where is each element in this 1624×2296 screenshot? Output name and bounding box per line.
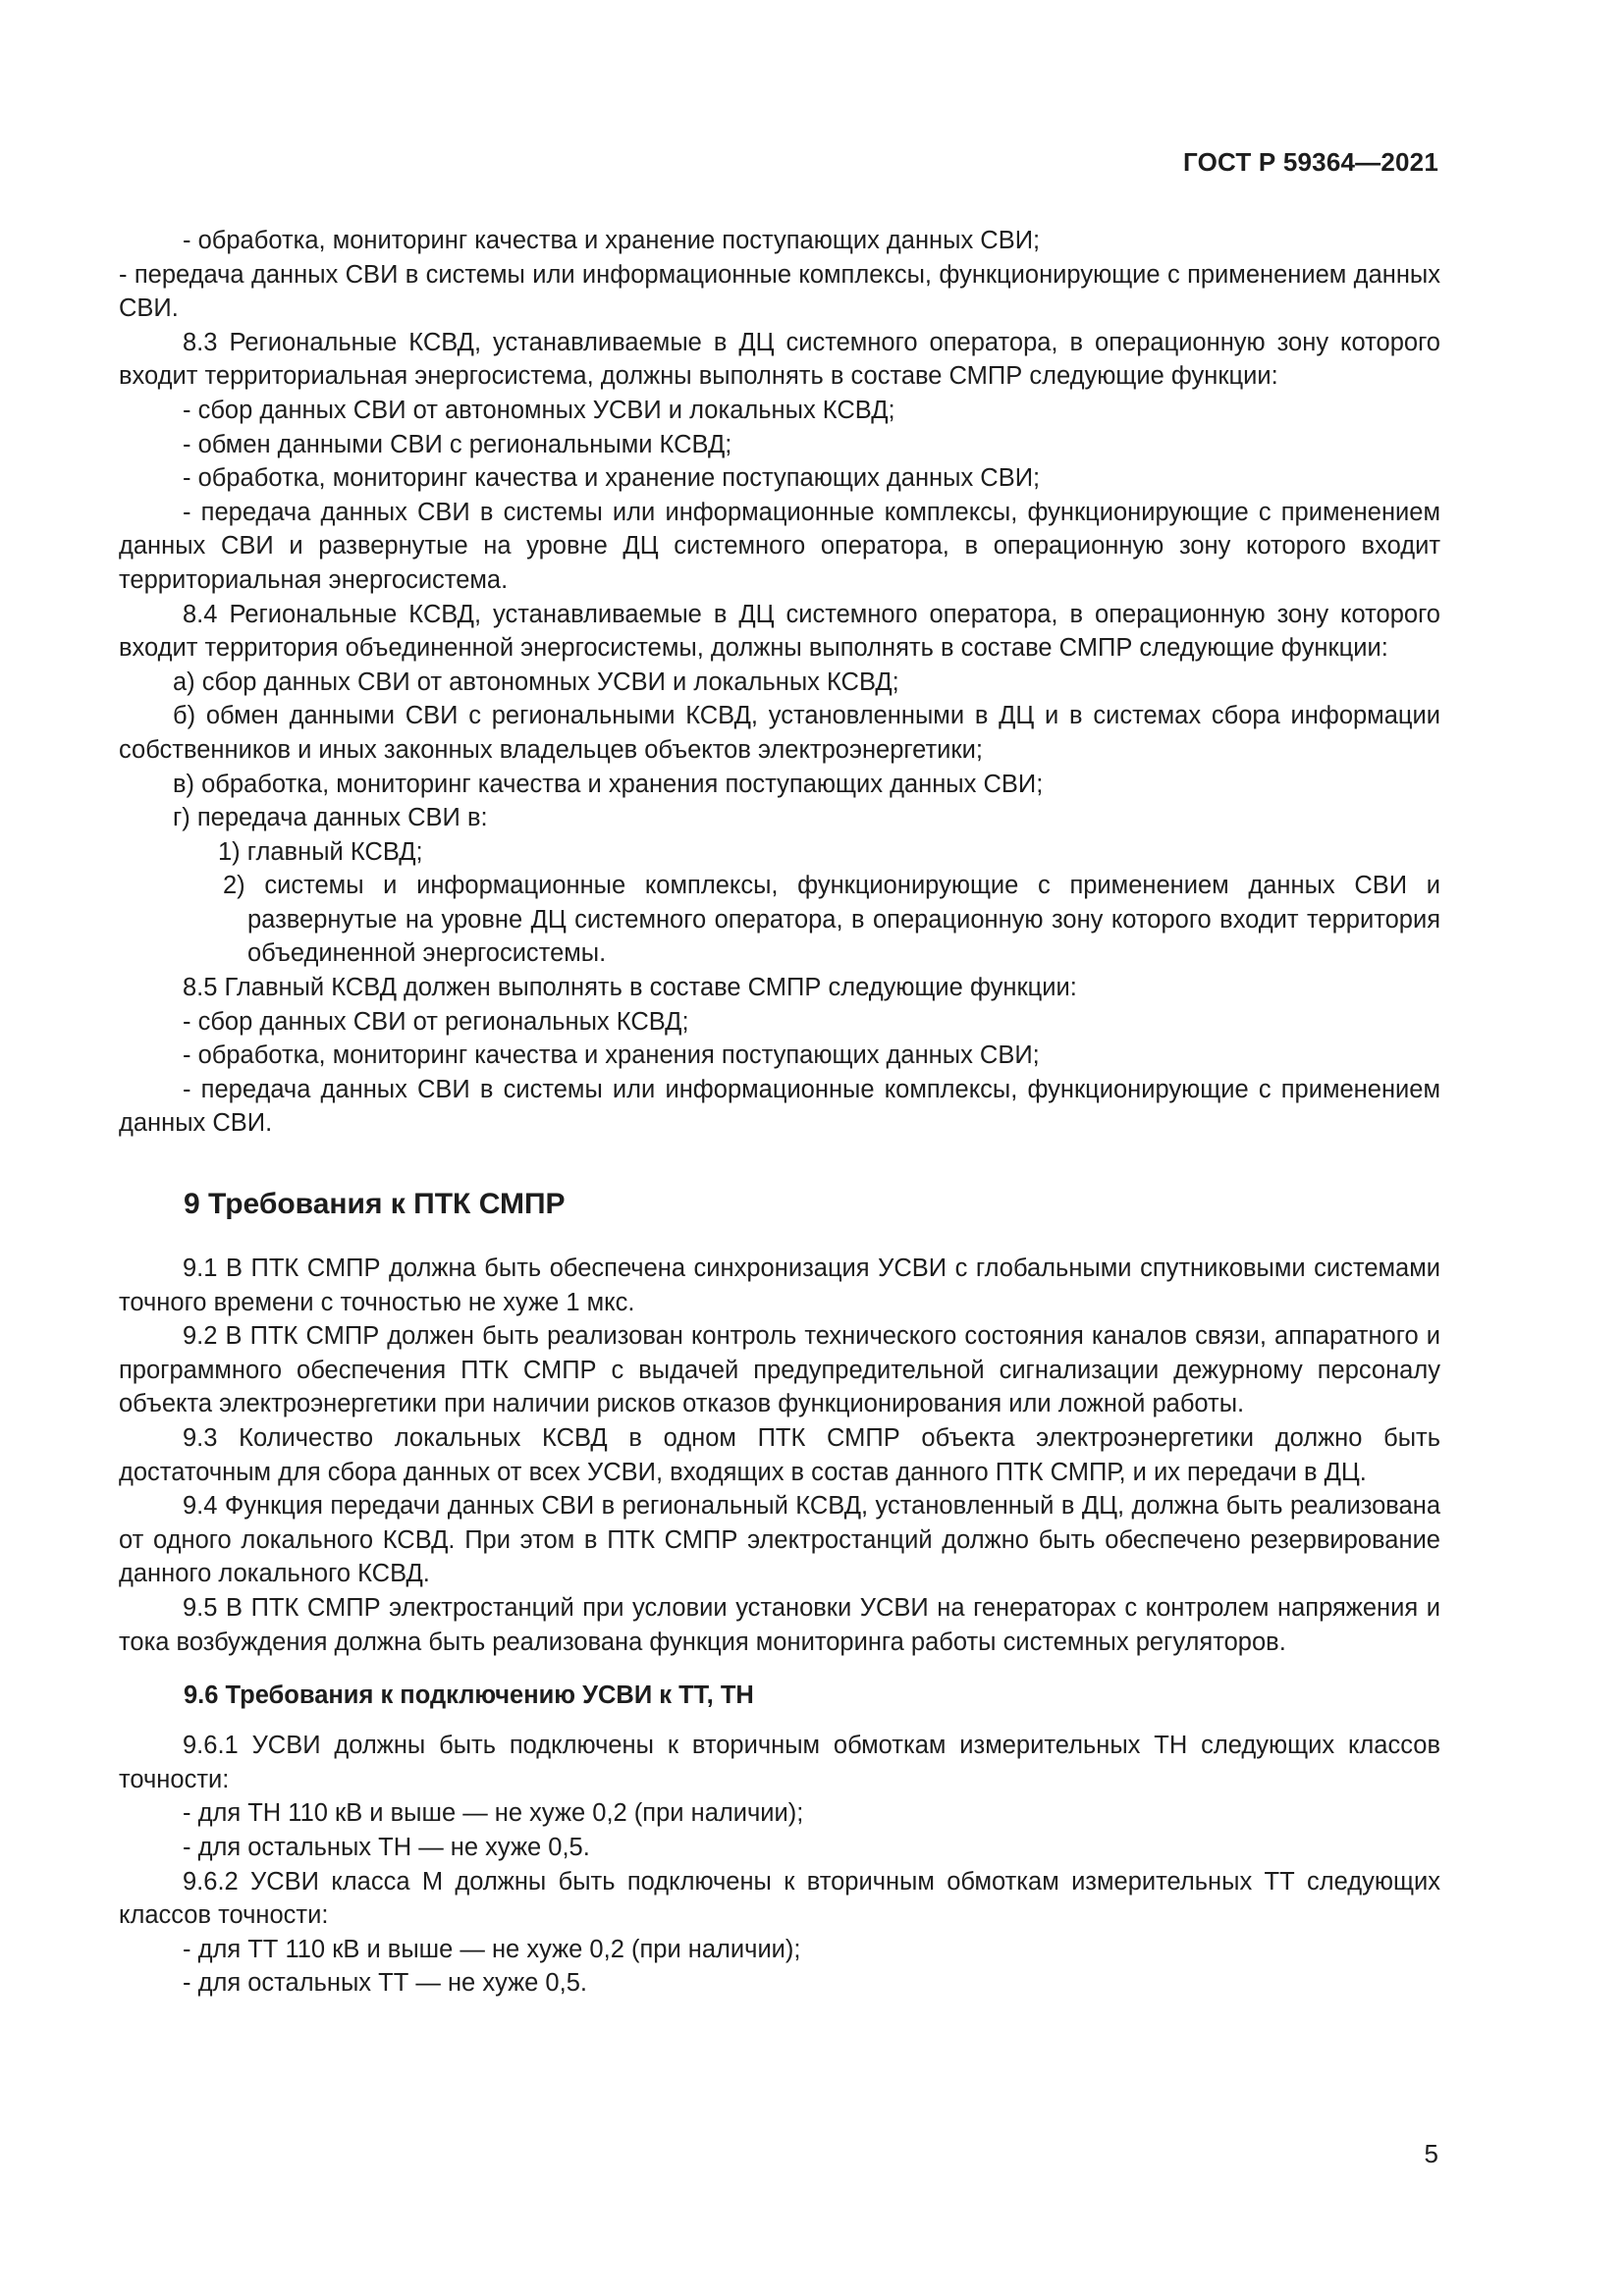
list-item: - передача данных СВИ в системы или информационные комплексы, функционирующие с применением данных СВИ.	[119, 1075, 1440, 1138]
clause-9-3: 9.3 Количество локальных КСВД в одном ПТК СМПР объекта электроэнергетики должно быть достаточным для сбора данных от всех УСВИ, входящих в состав данного ПТК СМПР, и их передачи в ДЦ.	[119, 1424, 1440, 1486]
document-body	[119, 224, 1440, 2001]
clause-8-5: 8.5 Главный КСВД должен выполнять в составе СМПР следующие функции:	[183, 974, 1077, 1002]
list-item: в) обработка, мониторинг качества и хранения поступающих данных СВИ;	[173, 770, 1044, 798]
clause-9-2: 9.2 В ПТК СМПР должен быть реализован контроль технического состояния каналов связи, аппаратного и программного обеспечения ПТК СМПР с выдачей предупредительной сигнализации дежурному персоналу объекта электроэнергетики при наличии рисков отказов функционирования или ложной работы.	[119, 1322, 1440, 1418]
list-item: а) сбор данных СВИ от автономных УСВИ и локальных КСВД;	[173, 667, 899, 696]
list-item: - обработка, мониторинг качества и хранение поступающих данных СВИ;	[183, 227, 1041, 254]
clause-9-6-1: 9.6.1 УСВИ должны быть подключены к вторичным обмоткам измерительных ТН следующих классов точности:	[119, 1732, 1440, 1793]
document-code-header: ГОСТ Р 59364—2021	[1183, 147, 1438, 177]
list-item: - обмен данными СВИ с региональными КСВД;	[183, 430, 732, 458]
list-subitem: 2) системы и информационные комплексы, функционирующие с применением данных СВИ и развернутые на уровне ДЦ системного оператора, в операционную зону которого входит территория объединенной энергосистемы.	[223, 872, 1440, 968]
clause-8-3: 8.3 Региональные КСВД, устанавливаемые в ДЦ системного оператора, в операционную зону которого входит территориальная энергосистема, должны выполнять в составе СМПР следующие функции:	[119, 328, 1440, 391]
clause-9-5: 9.5 В ПТК СМПР электростанций при условии установки УСВИ на генераторах с контролем напряжения и тока возбуждения должна быть реализована функция мониторинга работы системных регуляторов.	[119, 1593, 1440, 1656]
list-item: - сбор данных СВИ от региональных КСВД;	[183, 1007, 689, 1036]
list-item: - передача данных СВИ в системы или информационные комплексы, функционирующие с применением данных СВИ и развернутые на уровне ДЦ системного оператора, в операционную зону которого входит территориальная энергосистема.	[119, 498, 1440, 594]
clause-9-6-2: 9.6.2 УСВИ класса М должны быть подключены к вторичным обмоткам измерительных ТТ следующих классов точности:	[119, 1867, 1440, 1930]
section-title: 9 Требования к ПТК СМПР	[184, 1188, 566, 1221]
list-item: - для ТН 110 кВ и выше — не хуже 0,2 (при наличии);	[183, 1799, 804, 1828]
list-item: б) обмен данными СВИ с региональными КСВД, установленными в ДЦ и в системах сбора информации собственников и иных законных владельцев объектов электроэнергетики;	[119, 702, 1440, 764]
list-item: - сбор данных СВИ от автономных УСВИ и локальных КСВД;	[183, 396, 895, 424]
list-item: - для ТТ 110 кВ и выше — не хуже 0,2 (при наличии);	[183, 1935, 801, 1963]
list-item: г) передача данных СВИ в:	[173, 804, 488, 832]
list-item: - для остальных ТТ — не хуже 0,5.	[183, 1969, 587, 1998]
list-item: - обработка, мониторинг качества и хранение поступающих данных СВИ;	[183, 464, 1041, 493]
list-item: - для остальных ТН — не хуже 0,5.	[183, 1833, 590, 1861]
clause-9-1: 9.1 В ПТК СМПР должна быть обеспечена синхронизация УСВИ с глобальными спутниковыми системами точного времени с точностью не хуже 1 мкс.	[119, 1255, 1440, 1316]
list-item: - передача данных СВИ в системы или информационные комплексы, функционирующие с применением данных СВИ.	[119, 260, 1440, 323]
clause-8-4: 8.4 Региональные КСВД, устанавливаемые в ДЦ системного оператора, в операционную зону которого входит территория объединенной энергосистемы, должны выполнять в составе СМПР следующие функции:	[119, 600, 1440, 663]
list-subitem: 1) главный КСВД;	[218, 837, 423, 866]
list-item: - обработка, мониторинг качества и хранения поступающих данных СВИ;	[183, 1041, 1040, 1070]
subsection-title: 9.6 Требования к подключению УСВИ к ТТ, ТН	[184, 1682, 754, 1710]
clause-9-4: 9.4 Функция передачи данных СВИ в региональный КСВД, установленный в ДЦ, должна быть реализована от одного локального КСВД. При этом в ПТК СМПР электростанций должно быть обеспечено резервирование данного локального КСВД.	[119, 1492, 1440, 1588]
page-number: 5	[1424, 2139, 1438, 2168]
